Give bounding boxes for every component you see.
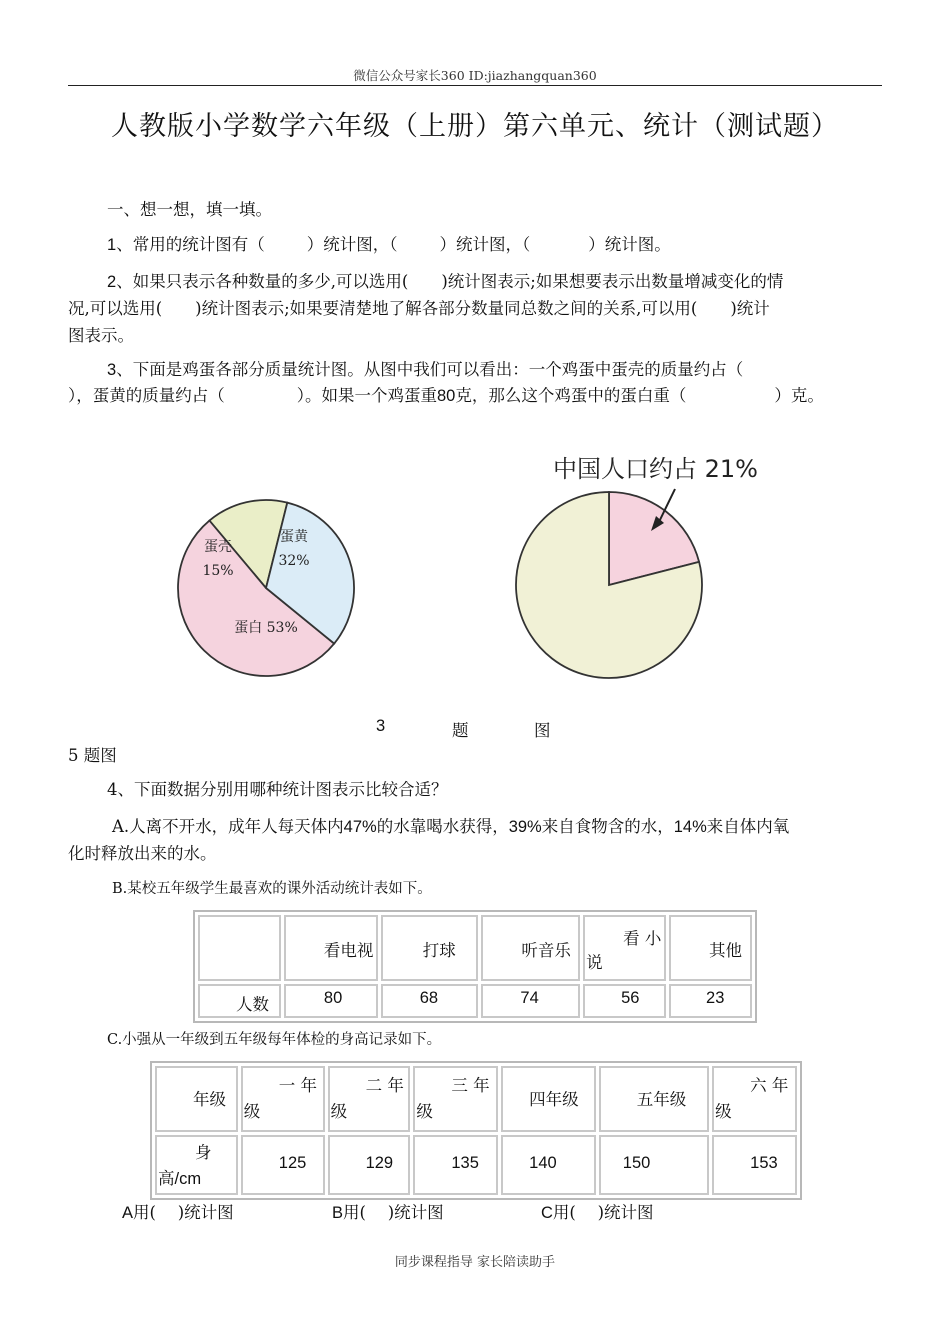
table-cell bbox=[712, 1135, 797, 1195]
q2-number: 2 bbox=[107, 273, 117, 291]
egg-pie-label: 32% bbox=[278, 553, 310, 569]
table-cell bbox=[481, 984, 580, 1018]
answer-a-letter: A bbox=[122, 1204, 134, 1222]
table-header-cell bbox=[381, 915, 479, 981]
header-grade: 年级 bbox=[193, 1090, 226, 1109]
q4-a-text: 来自食物含的水， bbox=[541, 817, 674, 836]
q3-text: ）克。 bbox=[774, 386, 824, 405]
q1-number: 1 bbox=[107, 236, 117, 254]
q2-text: 、如果只表示各种数量的多少,可以选用( )统计图表示;如果想要表示出数量增减变化的情 bbox=[116, 272, 784, 291]
grade-6-bottom: 级 bbox=[715, 1102, 732, 1121]
q3-text: 、下面是鸡蛋各部分质量统计图。从图中我们可以看出：一个鸡蛋中蛋壳的质量约占（ bbox=[116, 360, 744, 379]
header-rule bbox=[68, 85, 882, 86]
answer-c bbox=[541, 1199, 654, 1227]
q4-a-text: 来自体内氧 bbox=[706, 817, 790, 836]
table-header-cell bbox=[501, 1066, 596, 1132]
grade-1-top: 一 年 bbox=[278, 1076, 318, 1095]
value-ball: 68 bbox=[419, 989, 439, 1007]
grade-3-bottom: 级 bbox=[416, 1102, 433, 1121]
q3-text: 克，那么这个鸡蛋中的蛋白重（ bbox=[455, 386, 687, 405]
grade-5: 五年级 bbox=[636, 1090, 687, 1109]
grade-4: 四年级 bbox=[529, 1090, 579, 1109]
fig3-caption-3: 图 bbox=[534, 721, 551, 740]
question-2-line2: 况,可以选用( )统计图表示;如果要清楚地了解各部分数量同总数之间的关系,可以用( )统计 bbox=[68, 299, 770, 318]
answer-a bbox=[122, 1199, 234, 1227]
table-header-cell bbox=[583, 915, 666, 981]
q3-number: 3 bbox=[107, 361, 117, 379]
grade-3-top: 三 年 bbox=[451, 1076, 490, 1095]
activity-table bbox=[193, 910, 757, 1023]
table-header-cell bbox=[241, 1066, 325, 1132]
height-grade-4: 140 bbox=[529, 1154, 557, 1172]
footer-text: 同步课程指导 家长陪读助手 bbox=[394, 1255, 556, 1270]
table-header-cell bbox=[413, 1066, 498, 1132]
table-cell bbox=[501, 1135, 596, 1195]
table-row-label bbox=[155, 1135, 238, 1195]
table-header-cell bbox=[284, 915, 378, 981]
table-cell bbox=[669, 984, 752, 1018]
answer-b bbox=[332, 1199, 444, 1227]
population-pie-title: 中国人口约占 21% bbox=[553, 455, 758, 483]
header-other: 其他 bbox=[709, 941, 743, 960]
answer-a-text: 用( )统计图 bbox=[133, 1203, 234, 1222]
table-header-cell bbox=[669, 915, 752, 981]
q4-a-text: 的水靠喝水获得， bbox=[376, 817, 509, 836]
q4-heading: 4、下面数据分别用哪种统计图表示比较合适？ bbox=[107, 780, 448, 799]
q1-part: ）统计图，（ bbox=[439, 235, 531, 254]
q4-a-text: A.人离不开水，成年人每天体内 bbox=[112, 817, 344, 836]
q4-b-text: B.某校五年级学生最喜欢的课外活动统计表如下。 bbox=[112, 881, 432, 897]
header-tv: 看电视 bbox=[323, 941, 374, 960]
height-table bbox=[150, 1061, 802, 1200]
grade-2-bottom: 级 bbox=[330, 1102, 348, 1121]
grade-6-top: 六 年 bbox=[750, 1076, 789, 1095]
table-cell bbox=[583, 984, 666, 1018]
height-grade-6: 153 bbox=[750, 1154, 778, 1172]
header-ball: 打球 bbox=[422, 941, 456, 960]
question-3-line2 bbox=[68, 382, 824, 410]
egg-pie-label: 蛋白 53% bbox=[234, 620, 298, 636]
table-cell bbox=[413, 1135, 498, 1195]
table-row-label bbox=[198, 984, 281, 1018]
height-grade-5: 150 bbox=[622, 1154, 651, 1172]
egg-pie-label: 蛋壳 bbox=[204, 539, 232, 555]
page-title: 人教版小学数学六年级（上册）第六单元、统计（测试题） bbox=[111, 111, 839, 142]
grade-2-top: 二 年 bbox=[365, 1076, 404, 1095]
header-music: 听音乐 bbox=[521, 941, 571, 960]
q4-a-line2: 化时释放出来的水。 bbox=[68, 844, 217, 863]
table-cell bbox=[241, 1135, 325, 1195]
header-novel-bottom: 说 bbox=[586, 953, 603, 972]
table-cell-empty bbox=[198, 915, 281, 981]
table-header-cell bbox=[599, 1066, 709, 1132]
egg-pie-label: 蛋黄 bbox=[280, 529, 308, 545]
value-music: 74 bbox=[520, 989, 539, 1007]
answer-b-text: 用( )统计图 bbox=[343, 1203, 444, 1222]
row-label-height-top: 身 bbox=[195, 1143, 212, 1162]
q1-part: ）统计图。 bbox=[588, 235, 671, 254]
fig5-caption: 5 题图 bbox=[68, 746, 117, 765]
q3-text: ）。如果一个鸡蛋重 bbox=[296, 386, 437, 405]
question-2-line1 bbox=[107, 268, 783, 296]
q3-text: ），蛋黄的质量约占（ bbox=[68, 386, 225, 405]
row-label-count: 人数 bbox=[236, 995, 269, 1014]
table-header-cell bbox=[712, 1066, 797, 1132]
fig3-caption-1: 3 bbox=[376, 717, 386, 735]
header-watermark: 微信公众号家长360 ID:jiazhangquan360 bbox=[353, 68, 597, 83]
q4-a-percent: 14% bbox=[673, 818, 707, 836]
height-grade-1: 125 bbox=[278, 1154, 307, 1172]
table-header-cell bbox=[481, 915, 580, 981]
table-row-label bbox=[155, 1066, 238, 1132]
value-tv: 80 bbox=[323, 989, 343, 1007]
answer-b-letter: B bbox=[332, 1204, 344, 1222]
header-novel-top: 看 小 bbox=[623, 929, 662, 948]
answer-c-text: 用( )统计图 bbox=[552, 1203, 654, 1222]
q4-a-percent: 47% bbox=[343, 818, 377, 836]
section-heading: 一、想一想，填一填。 bbox=[107, 200, 272, 219]
q4-a-percent: 39% bbox=[508, 818, 542, 836]
table-header-cell bbox=[328, 1066, 411, 1132]
question-3-line1 bbox=[107, 356, 743, 384]
q3-weight: 80 bbox=[437, 387, 456, 405]
table-cell bbox=[284, 984, 378, 1018]
fig3-caption-2: 题 bbox=[452, 721, 469, 740]
table-cell bbox=[381, 984, 479, 1018]
value-novel: 56 bbox=[621, 989, 640, 1007]
q1-part: ）统计图，（ bbox=[306, 235, 398, 254]
height-grade-3: 135 bbox=[451, 1154, 479, 1172]
height-grade-2: 129 bbox=[365, 1154, 394, 1172]
table-cell bbox=[599, 1135, 709, 1195]
question-1 bbox=[107, 231, 671, 259]
row-label-height-bottom: 高/cm bbox=[158, 1170, 202, 1188]
answer-c-letter: C bbox=[541, 1204, 553, 1222]
egg-pie-label: 15% bbox=[202, 563, 234, 579]
question-2-line3: 图表示。 bbox=[68, 326, 134, 345]
table-cell bbox=[328, 1135, 411, 1195]
value-other: 23 bbox=[706, 989, 725, 1007]
q1-part: 、常用的统计图有（ bbox=[116, 235, 265, 254]
grade-1-bottom: 级 bbox=[243, 1102, 261, 1121]
q4-c-text: C.小强从一年级到五年级每年体检的身高记录如下。 bbox=[107, 1032, 442, 1048]
q4-a-line1 bbox=[112, 813, 789, 841]
egg-pie-chart bbox=[170, 495, 370, 685]
population-pie-chart bbox=[505, 440, 795, 690]
